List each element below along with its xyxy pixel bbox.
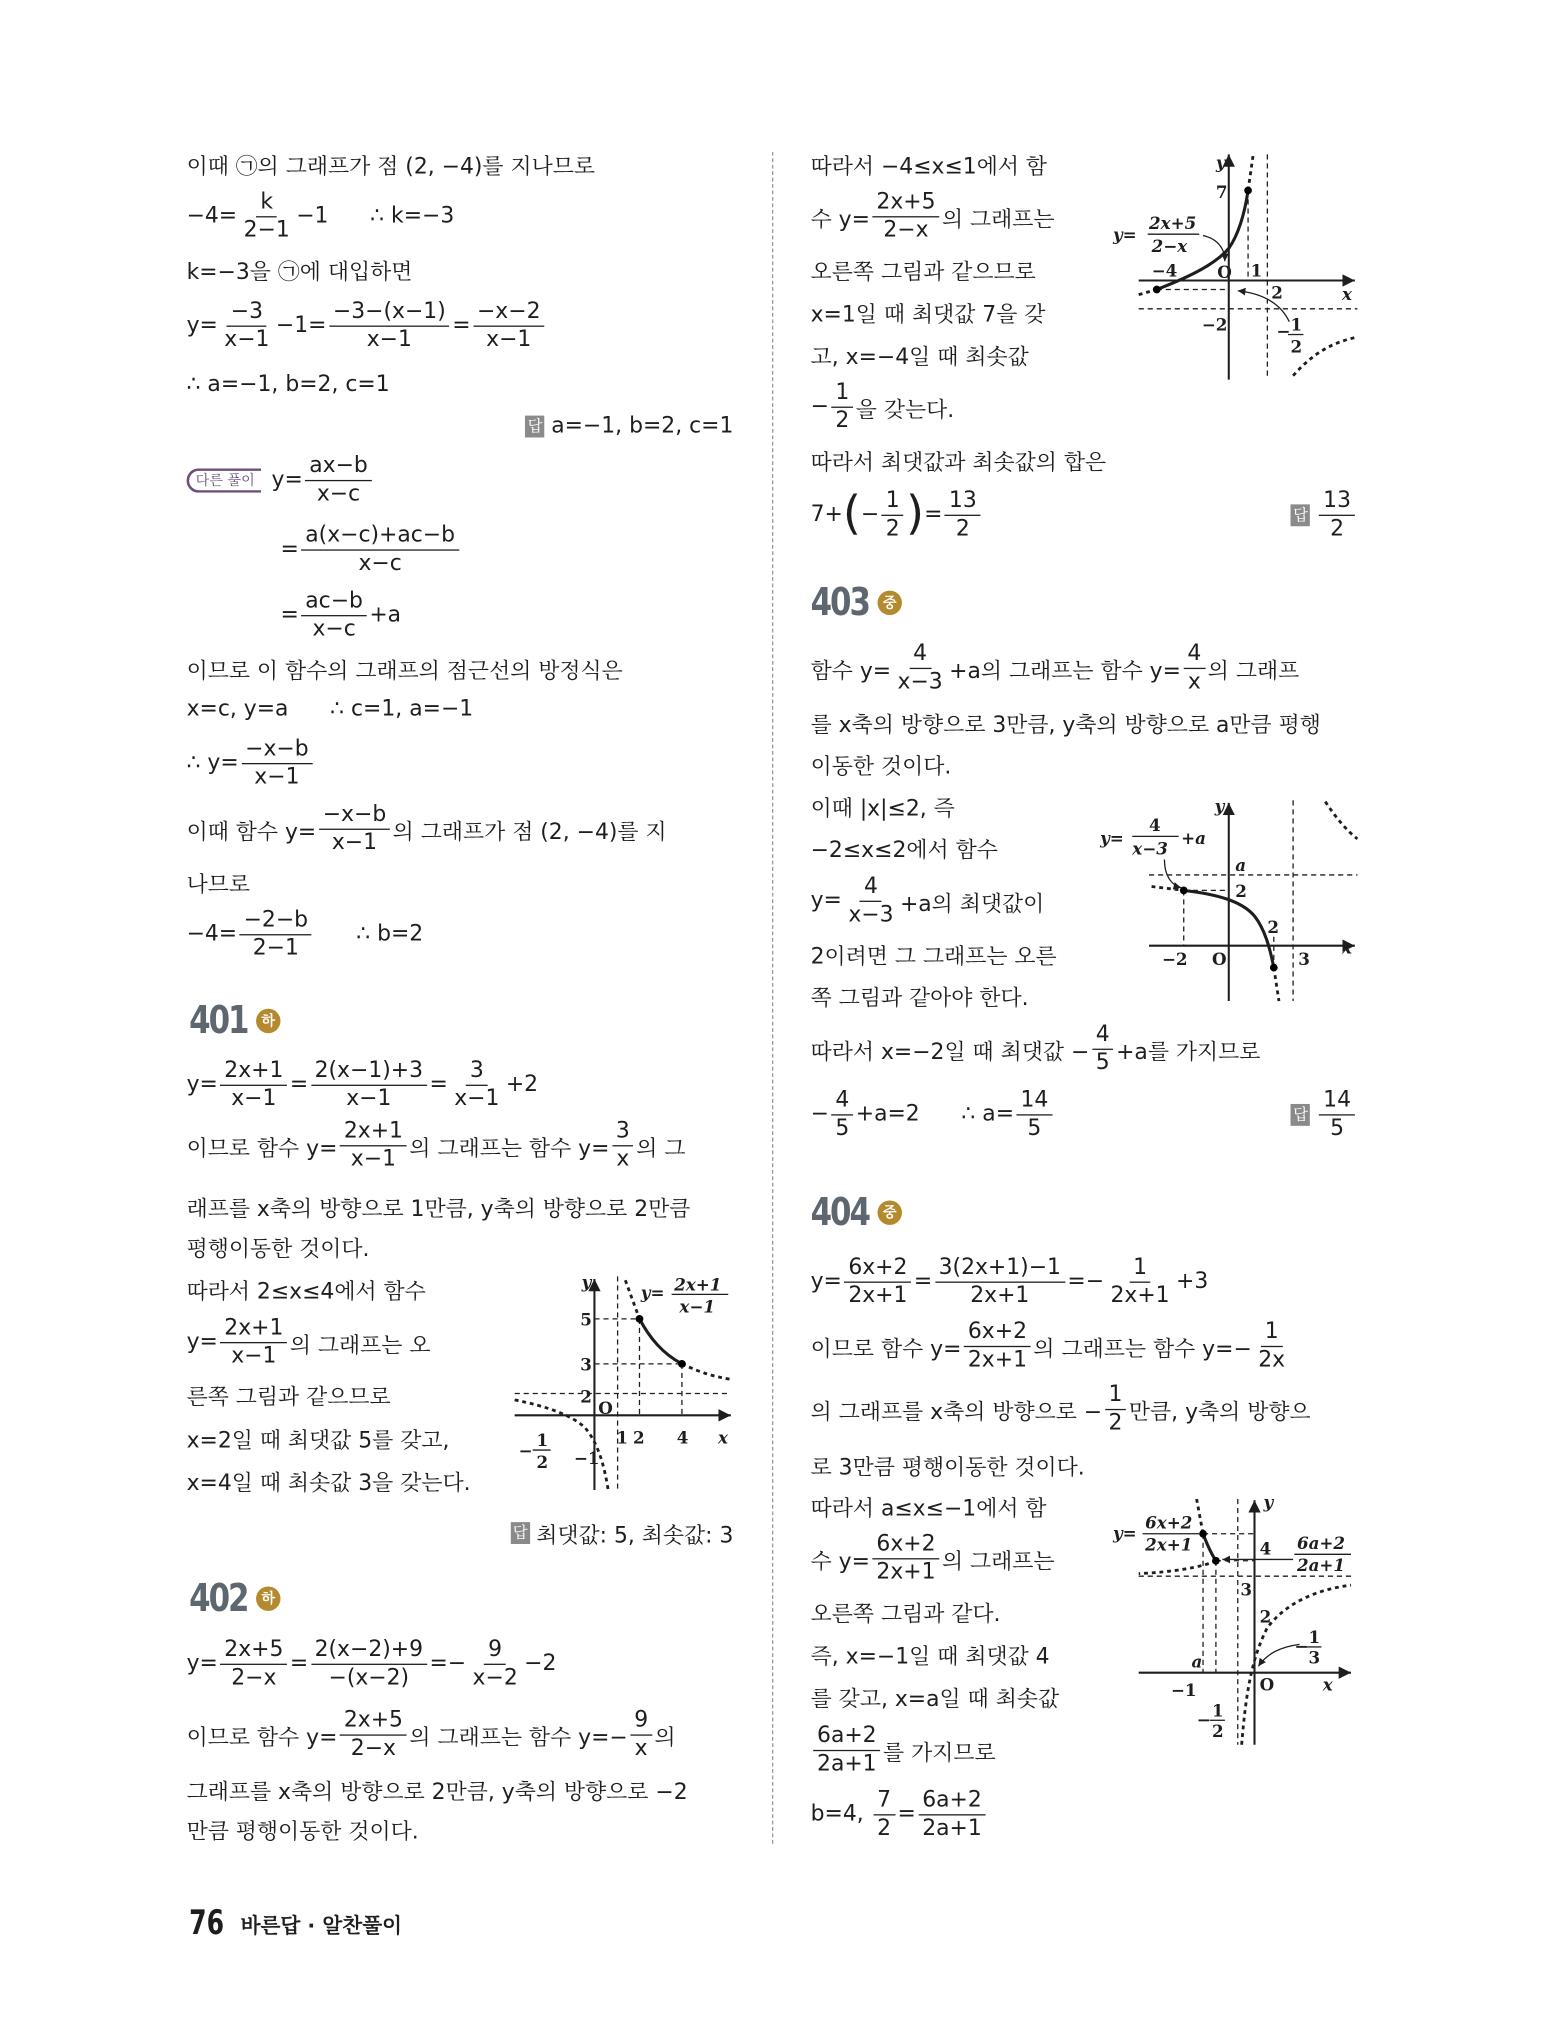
denominator: 2−x [350,1735,396,1761]
curve-solid [1203,1534,1216,1561]
problem-number: 403 [810,579,869,625]
text-run: k=−3을 ㉠에 대입하면 [186,259,413,285]
min-point [1153,286,1161,294]
numerator: −2−b [240,906,312,934]
numerator: 6x+2 [844,1254,911,1282]
tick-label: 2 [1267,916,1280,937]
function-denominator: x−1 [679,1296,715,1317]
text-run: 를 x축의 방향으로 3만큼, y축의 방향으로 a만큼 평행 [810,712,1321,738]
denominator: 2−x [231,1664,277,1691]
numerator: 14 [1319,1087,1355,1115]
text-run: 를 갖고, x=a일 때 최솟값 [810,1686,1060,1712]
function-label: y= [1112,1522,1137,1543]
origin-label: O [598,1398,613,1419]
text-run: 의 그래프는 [941,1548,1055,1575]
denominator: x−1 [224,326,270,352]
text-run: 따라서 x=−2일 때 최댓값 − [810,1038,1090,1065]
text-run: 의 [654,1724,676,1751]
alt-solution-badge: 다른 풀이 [187,468,262,492]
text-run: 이동한 것이다. [810,753,952,780]
value-label: − [518,1440,533,1461]
tick-label: 4 [676,1427,689,1448]
value-numerator: 1 [1308,1627,1321,1648]
text-run: 의 그래프는 함수 y=− [409,1724,628,1751]
numerator: 2x+1 [220,1314,287,1342]
text-run: a=−1, b=2, c=1 [551,413,734,439]
value-label: − [1276,321,1291,342]
text-run: −4= [186,203,238,230]
text-run: 함수 y= [810,658,892,684]
tick-label: 2 [1271,282,1283,303]
text-run: = [289,1650,309,1677]
answer-badge: 답 [511,1521,530,1543]
axis-label-x: x [1322,1674,1333,1695]
denominator: 5 [1330,1114,1345,1141]
origin-label: O [1212,949,1227,970]
text-run: 이때 |x|≤2, 즉 [810,795,955,822]
text-run: 의 그래프는 함수 y= [409,1135,610,1162]
denominator: 2 [877,1814,892,1841]
numerator: 4 [1184,640,1206,668]
numerator: 3 [466,1057,488,1085]
denominator: 2a+1 [817,1750,877,1777]
text-run: = [924,501,943,528]
text-run: 만큼 평행이동한 것이다. [186,1818,419,1845]
text-run: 이므로 함수 y= [186,1724,338,1751]
tick-label: 5 [580,1309,592,1330]
numerator: 2x+5 [220,1636,287,1664]
text-run: = [452,312,471,339]
answer-badge: 답 [1291,1103,1310,1125]
numerator: 6a+2 [918,1787,985,1815]
function-denominator: 2x+1 [1145,1534,1193,1555]
numerator: 13 [1319,487,1355,515]
denominator: 2−1 [252,934,299,961]
label-arrow [1258,1644,1299,1666]
denominator: x−3 [848,901,894,928]
tick-label: 4 [1259,1538,1272,1559]
text-run: 로 3만큼 평행이동한 것이다. [810,1454,1085,1481]
text-run: y= [810,1268,842,1295]
text-run: ∴ y= [186,750,239,776]
tick-label: 1 [616,1427,628,1448]
denominator: 5 [1027,1114,1042,1141]
numerator: 14 [1017,1087,1053,1115]
denominator: x−1 [486,326,532,352]
numerator: 4 [909,640,931,668]
numerator: 7 [873,1787,895,1815]
denominator: 2−x [883,216,929,243]
text-run: = [429,1071,448,1098]
denominator: x−c [358,550,402,576]
numerator: 3(2x+1)−1 [935,1254,1065,1282]
value-denominator: 2 [1212,1721,1224,1742]
text-run: − [810,1101,829,1128]
text-run: +3 [1176,1268,1209,1295]
value-numerator: 1 [1290,314,1303,335]
denominator: 2x+1 [848,1282,908,1308]
curve-solid [639,1319,681,1364]
text-run: =− [429,1650,467,1677]
numerator: −3−(x−1) [329,298,450,326]
function-label: +a [1181,828,1207,849]
denominator: x−1 [254,763,300,790]
numerator: 1 [1129,1254,1151,1282]
tick-label: 3 [1240,1579,1252,1600]
denominator: x [616,1145,630,1172]
numerator: −3 [227,298,267,326]
text-run: 이때 함수 y= [186,818,317,845]
function-label: y= [640,1282,665,1303]
numerator: 2x+1 [340,1117,407,1145]
text-run: 즉, x=−1일 때 최댓값 4 [810,1643,1050,1670]
max-point [636,1315,644,1323]
text-run: 따라서 a≤x≤−1에서 함 [810,1495,1047,1522]
tick-label: 2 [633,1427,645,1448]
function-label: y= [1100,828,1124,849]
tick-label: −2 [1201,314,1228,335]
tick-label: 1 [1250,260,1263,281]
text-run: −1= [275,312,327,339]
text-run: −2 [524,1650,557,1677]
difficulty-badge: 중 [878,1200,902,1224]
value-label: − [1196,1709,1211,1730]
text-run: 의 그 [636,1135,686,1162]
value-label: − [1294,1636,1309,1657]
text-run: x=1일 때 최댓값 7을 갖 [810,301,1046,328]
denominator: 2a+1 [922,1814,982,1841]
tick-label: a [1235,855,1247,876]
numerator: 6x+2 [873,1530,940,1558]
value-denominator: 2a+1 [1296,1555,1346,1576]
numerator: k [256,188,276,216]
text-run: y= [271,467,303,493]
text-run: ∴ a=−1, b=2, c=1 [186,371,390,398]
denominator: 2 [885,515,900,542]
tick-label: 7 [1215,182,1228,203]
denominator: x−3 [897,668,943,695]
parenthesis: ) [906,487,925,541]
denominator: x−1 [331,829,378,855]
text-run: 따라서 최댓값과 최솟값의 합은 [810,449,1107,476]
text-run: 이므로 함수 y= [810,1336,962,1362]
denominator: 2x+1 [1110,1282,1170,1308]
numerator: 2(x−2)+9 [311,1636,427,1664]
denominator: 2x [1258,1346,1286,1373]
text-run: +a의 최댓값이 [899,891,1045,917]
text-run: y= [186,312,218,339]
numerator: 9 [630,1707,652,1735]
denominator: x [1187,668,1201,695]
value-numerator: 1 [1212,1700,1224,1721]
axis-label-y: y [1215,152,1226,173]
text-run: 최댓값: 5, 최솟값: 3 [536,1522,734,1549]
numerator: 2x+5 [873,188,940,216]
function-numerator: 2x+1 [674,1274,722,1295]
axis-label-x: x [1341,937,1352,958]
denominator: 2−1 [243,216,290,243]
text-run: 이때 ㉠의 그래프가 점 (2, −4)를 지나므로 [186,153,596,180]
parenthesis: ( [842,487,861,541]
text-run: 른쪽 그림과 같으므로 [186,1383,391,1410]
text-run: 의 그래프를 x축의 방향으로 − [810,1399,1103,1425]
text-run: 수 y= [810,1548,870,1575]
text-run: = [280,602,299,628]
tick-label: −1 [573,1448,600,1469]
denominator: 2 [955,515,970,542]
origin-label: O [1259,1674,1275,1695]
denominator: x−1 [350,1145,396,1172]
difficulty-badge: 중 [878,590,902,614]
denominator: x−2 [472,1664,518,1691]
text-run: y= [186,1650,218,1677]
text-run: +a의 그래프는 함수 y= [949,658,1181,684]
denominator: x−c [316,480,361,507]
text-run: x=c, y=a ∴ c=1, a=−1 [186,696,474,722]
numerator: 6a+2 [813,1722,880,1750]
value-denominator: 3 [1308,1647,1321,1668]
difficulty-badge: 하 [256,1008,280,1032]
text-run: 이므로 함수 y= [186,1135,338,1162]
numerator: ax−b [305,452,371,480]
graph-402 [1112,153,1357,380]
page-number: 76 [189,1904,225,1943]
text-run: 의 그래프가 점 (2, −4)를 지 [392,818,667,845]
text-run: 7+ [810,501,843,528]
denominator: 2x+1 [967,1346,1027,1373]
tick-label: 2 [1235,880,1247,901]
axis-label-y: y [1214,795,1225,816]
text-run: 래프를 x축의 방향으로 1만큼, y축의 방향으로 2만큼 [186,1195,691,1222]
text-run: x=2일 때 최댓값 5를 갖고, [186,1427,450,1454]
numerator: 1 [1261,1318,1283,1346]
numerator: 9 [484,1636,506,1664]
text-run: = [289,1071,309,1098]
function-label: y= [1112,224,1137,245]
numerator: 1 [832,379,854,407]
numerator: −x−2 [473,298,544,326]
text-run: 의 그래프는 오 [289,1332,431,1359]
numerator: ac−b [301,587,366,615]
numerator: 3 [612,1117,634,1145]
end-point [1270,964,1278,972]
text-run: =− [1067,1268,1105,1295]
denominator: 2x+1 [970,1282,1030,1308]
text-run: y= [186,1071,218,1098]
tick-label: −2 [1161,949,1188,970]
text-run: +2 [505,1071,539,1098]
text-run: = [280,536,299,563]
numerator: 2(x−1)+3 [311,1057,427,1085]
text-run: y= [186,1329,218,1355]
graph-404 [1112,1492,1351,1745]
page-footer [189,1904,402,1943]
numerator: 4 [1092,1021,1114,1049]
problem-number: 404 [810,1189,869,1235]
denominator: 2 [1108,1409,1123,1436]
denominator: x−1 [231,1085,277,1112]
text-run: y= [810,887,842,914]
denominator: 5 [1095,1049,1110,1076]
origin-label: O [1217,261,1232,282]
denominator: x−1 [366,326,412,352]
text-run: = [897,1801,916,1828]
value-denominator: 2 [1290,336,1303,357]
text-run: x=4일 때 최솟값 3을 갖는다. [186,1470,471,1496]
text-run: 따라서 −4≤x≤1에서 함 [810,153,1048,180]
text-run: ∴ b=2 [314,921,424,947]
graph-401 [515,1272,731,1493]
numerator: 6x+2 [964,1318,1031,1346]
value-numerator: 6a+2 [1296,1533,1346,1554]
denominator: x−1 [231,1342,277,1369]
text-run: 오른쪽 그림과 같으므로 [810,259,1036,285]
graph-403 [1099,796,1357,1001]
function-denominator: x−3 [1132,838,1168,859]
axis-label-x: x [717,1427,728,1448]
text-run: 의 그래프 [1207,658,1300,684]
text-run: +a=2 ∴ a= [855,1101,1015,1128]
tick-label: 2 [580,1386,592,1407]
text-run: 그래프를 x축의 방향으로 2만큼, y축의 방향으로 −2 [186,1778,688,1805]
numerator: 13 [945,487,981,515]
function-numerator: 6x+2 [1145,1512,1193,1533]
text-run: +a를 가지므로 [1116,1038,1261,1065]
numerator: 4 [860,873,882,901]
tick-label: 3 [1298,949,1310,970]
tick-label: 2 [1259,1606,1272,1627]
problem-number: 402 [189,1575,248,1621]
problem-number: 401 [189,997,248,1043]
denominator: 2 [835,407,850,433]
text-run: 따라서 2≤x≤4에서 함수 [186,1278,426,1305]
text-run: +a [369,602,402,628]
tick-label: −4 [1151,260,1178,281]
function-numerator: 4 [1148,815,1161,836]
text-run: 나므로 [186,871,250,898]
numerator: 1 [1105,1381,1127,1409]
numerator: 2x+1 [220,1057,287,1085]
denominator: x−c [312,615,356,642]
text-run: 이므로 이 함수의 그래프의 점근선의 방정식은 [186,658,623,684]
label-arrow [1164,859,1181,887]
numerator: −x−b [319,801,390,829]
tick-label: −1 [1170,1679,1197,1700]
numerator: 1 [882,487,904,515]
axis-label-y: y [581,1271,592,1292]
max-point [1212,1557,1220,1565]
numerator: −x−b [241,735,312,763]
denominator: x [634,1735,648,1761]
min-point [678,1360,686,1368]
denominator: x−1 [454,1085,500,1112]
text-run: 의 그래프는 [941,206,1055,233]
text-run: 평행이동한 것이다. [186,1235,370,1262]
text-run: 를 가지므로 [883,1740,996,1766]
numerator: a(x−c)+ac−b [301,522,458,550]
tick-label: a [1191,1651,1203,1672]
tick-label: 3 [580,1354,592,1375]
text-run: 오른쪽 그림과 같다. [810,1601,1001,1627]
book-title: 바른답 · 알찬풀이 [240,1912,402,1938]
denominator: 2x+1 [876,1558,936,1585]
function-denominator: 2−x [1151,236,1188,257]
difficulty-badge: 하 [256,1586,280,1610]
text-run: 2이려면 그 그래프는 오른 [810,943,1057,970]
numerator: 4 [832,1087,854,1115]
text-run: −2≤x≤2에서 함수 [810,836,998,863]
denominator: −(x−2) [328,1664,410,1691]
answer-badge: 답 [525,415,544,437]
text-run: 만큼, y축의 방향으 [1128,1399,1311,1425]
value-denominator: 2 [536,1452,549,1473]
denominator: x−1 [346,1085,392,1112]
numerator: 2x+5 [340,1707,407,1735]
value-numerator: 1 [536,1430,549,1451]
text-run: 수 y= [810,206,870,233]
text-run: = [913,1268,933,1295]
max-point [1244,187,1252,195]
text-run: 쪽 그림과 같아야 한다. [810,984,1029,1011]
text-run: b=4, [810,1801,871,1828]
min-point [1199,1530,1207,1538]
axis-label-x: x [1341,283,1352,304]
text-run: 고, x=−4일 때 최솟값 [810,344,1029,370]
text-run: − [860,501,880,528]
text-run: 을 갖는다. [855,396,955,423]
axis-label-y: y [1263,1491,1274,1512]
denominator: 2 [1330,515,1345,542]
text-run: −1 ∴ k=−3 [296,203,455,230]
function-numerator: 2x+5 [1148,213,1197,234]
answer-badge: 답 [1291,504,1310,526]
text-run: 의 그래프는 함수 y=− [1033,1336,1252,1362]
text-run: − [810,393,829,420]
text-run: −4= [186,921,238,947]
denominator: 5 [835,1114,850,1141]
